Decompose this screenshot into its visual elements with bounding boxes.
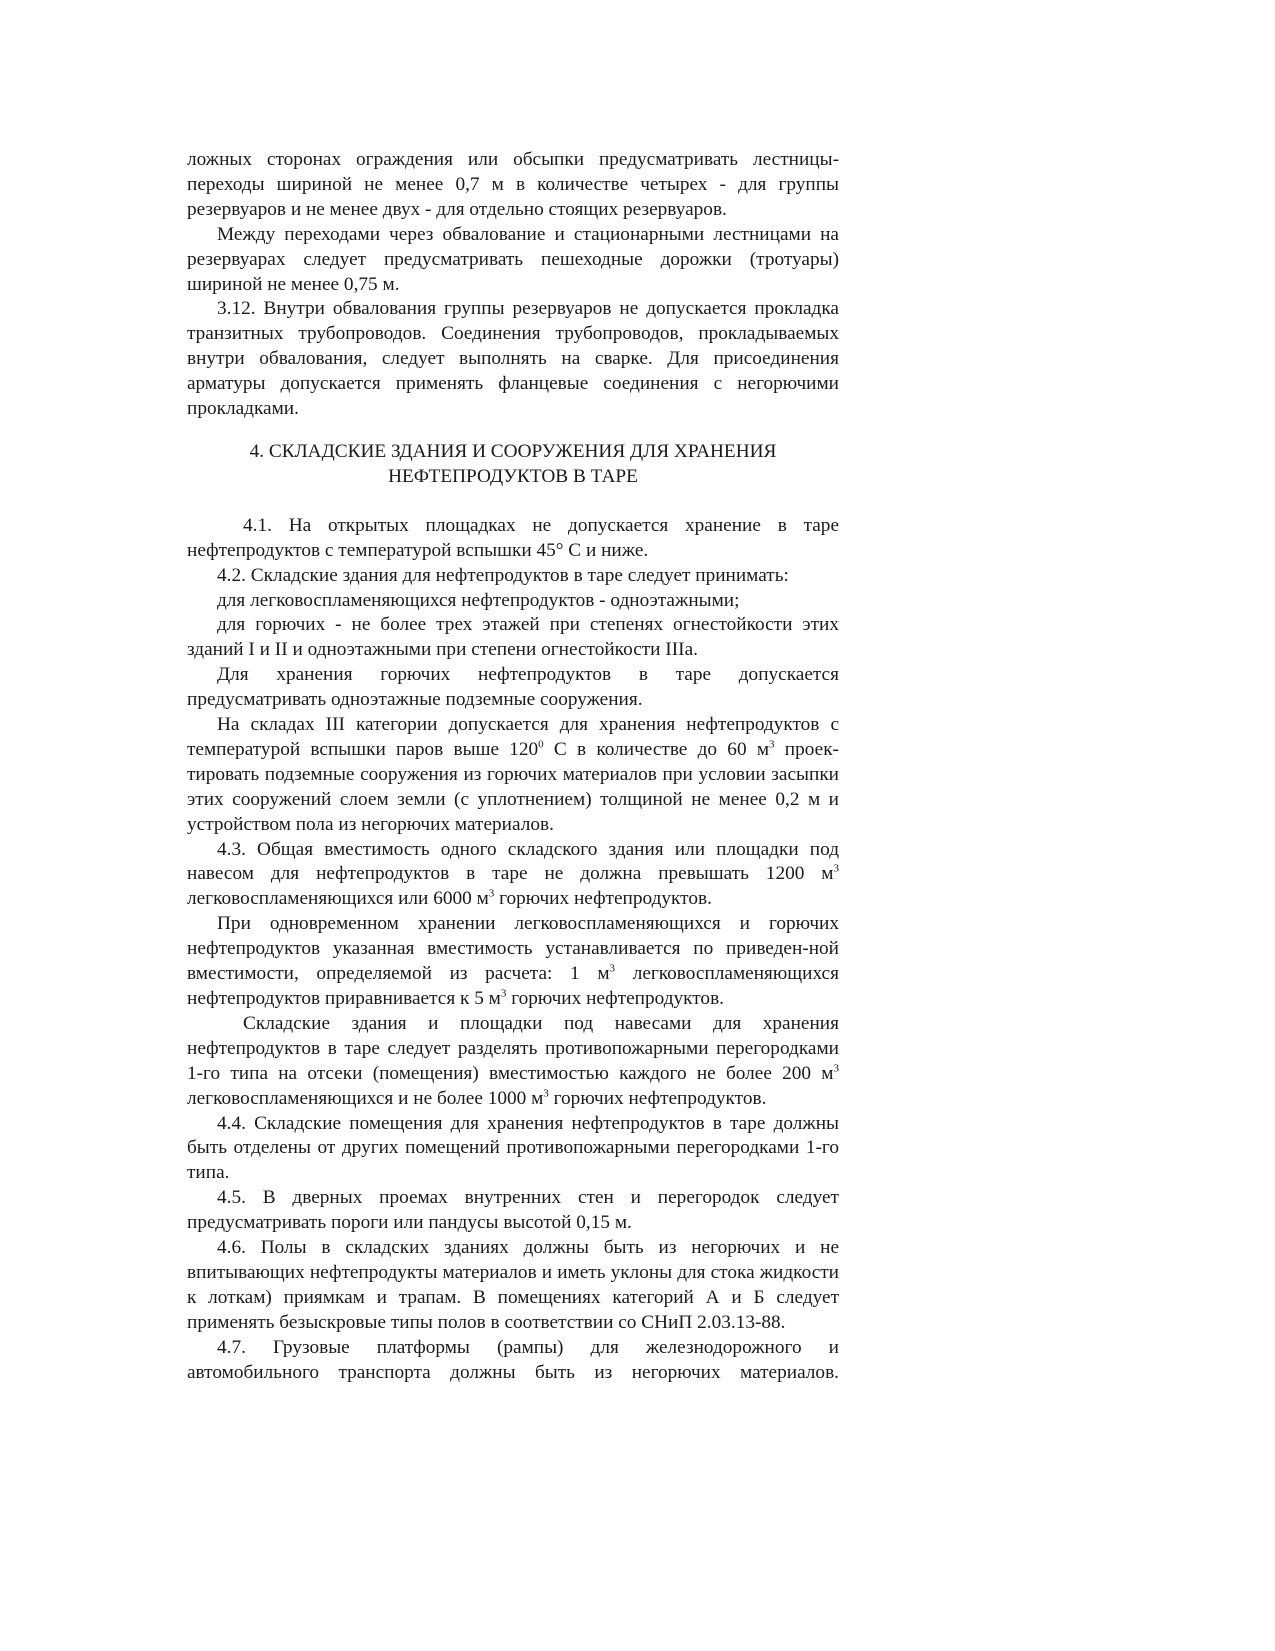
paragraph-4-3-compartments: Складские здания и площадки под навесами для хранения нефтепродуктов в таре следует разделять противопожарными перегородками 1-го типа на отсеки (помещения) вместимостью каждого не более 200 $м^3$ легковоспламеняющихся и не более 1000 $м^3$ горючих нефтепродуктов. xyxy=(187,1012,839,1109)
paragraph-4-6: 4.6. Полы в складских зданиях должны быть из негорючих и не впитывающих нефтепродукты материалов и иметь уклоны для стока жидкости к лоткам) приямкам и трапам. В помещениях категорий А и Б следует применять безыскровые типы полов в соответствии со СНиП 2.03.13-88. xyxy=(187,1237,839,1333)
paragraph-4-2-flammable: для легковоспламеняющихся нефтепродуктов - одноэтажными; xyxy=(217,589,740,611)
paragraph-4-1: 4.1. На открытых площадках не допускается хранение в таре нефтепродуктов с температурой вспышки 45° С и ниже. xyxy=(187,514,839,561)
paragraph-walkways: Между переходами через обвалование и стационарными лестницами на резервуарах следует предусматривать пешеходные дорожки (тротуары) шириной не менее 0,75 м. xyxy=(187,223,839,295)
heading-line-2: НЕФТЕПРОДУКТОВ В ТАРЕ xyxy=(388,465,638,487)
paragraph-4-3-combined: При одновременном хранении легковоспламеняющихся и горючих нефтепродуктов указанная вместимость устанавливается по приведен-ной вместимости, определяемой из расчета: 1 $м^3$ легковоспламеняющихся нефтепродуктов приравнивается к 5 $м^3$ горючих нефтепродуктов. xyxy=(187,913,839,1009)
paragraph-4-4: 4.4. Складские помещения для хранения нефтепродуктов в таре должны быть отделены от других помещений противопожарными перегородками 1-го типа. xyxy=(187,1112,839,1184)
section-heading-4 xyxy=(187,440,839,490)
document-page xyxy=(187,148,839,1386)
paragraph-4-2-combustible: для горючих - не более трех этажей при степенях огнестойкости этих зданий I и II и одноэтажными при степени огнестойкости IIIа. xyxy=(187,614,839,661)
paragraph-continuation: ложных сторонах ограждения или обсыпки предусматривать лестницы-переходы шириной не менее 0,7 м в количестве четырех - для группы резервуаров и не менее двух - для отдельно стоящих резервуаров. xyxy=(187,149,839,220)
paragraph-4-2-category-iii: На складах III категории допускается для хранения нефтепродуктов с температурой вспышки паров выше $120^0$ С в количестве до 60 $м^3$ проек-тировать подземные сооружения из горючих материалов при условии засыпки этих сооружений слоем земли (с уплотнением) толщиной не менее 0,2 м и устройством пола из негорючих материалов. xyxy=(187,714,839,835)
paragraph-3-12: 3.12. Внутри обвалования группы резервуаров не допускается прокладка транзитных трубопроводов. Соединения трубопроводов, прокладываемых внутри обвалования, следует выполнять на сварке. Для присоединения арматуры допускается применять фланцевые соединения с негорючими прокладками. xyxy=(187,298,839,420)
paragraph-4-5: 4.5. В дверных проемах внутренних стен и перегородок следует предусматривать пороги или пандусы высотой 0,15 м. xyxy=(187,1187,839,1234)
paragraph-4-2-underground: Для хранения горючих нефтепродуктов в таре допускается предусматривать одноэтажные подземные сооружения. xyxy=(187,664,839,711)
heading-line-1: 4. СКЛАДСКИЕ ЗДАНИЯ И СООРУЖЕНИЯ ДЛЯ ХРАНЕНИЯ xyxy=(249,440,777,462)
paragraph-4-2: 4.2. Складские здания для нефтепродуктов в таре следует принимать: xyxy=(217,564,789,586)
paragraph-4-7: 4.7. Грузовые платформы (рампы) для железнодорожного и автомобильного транспорта должны быть из негорючих материалов. xyxy=(187,1336,839,1383)
paragraph-4-3: 4.3. Общая вместимость одного складского здания или площадки под навесом для нефтепродуктов в таре не должна превышать 1200 $м^3$ легковоспламеняющихся или 6000 $м^3$ горючих нефтепродуктов. xyxy=(187,838,839,910)
